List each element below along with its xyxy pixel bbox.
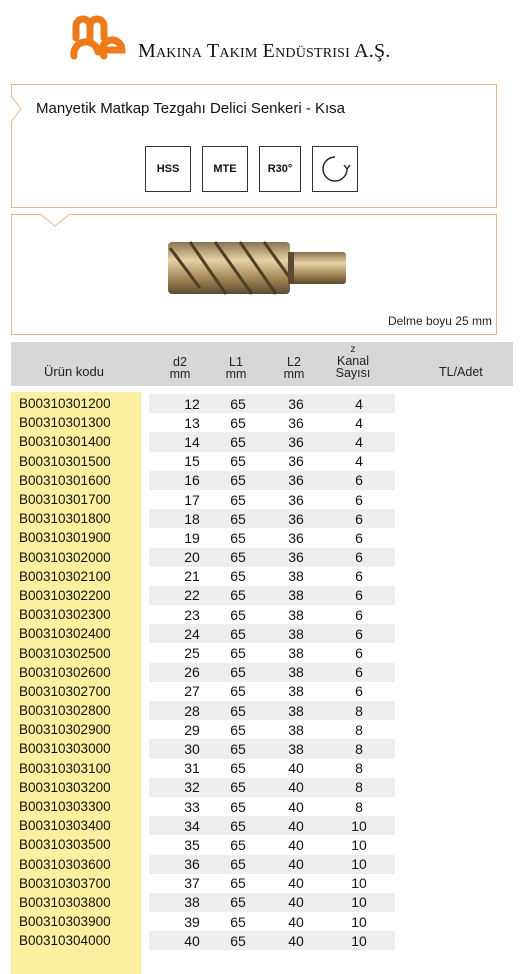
product-code: B00310303700 xyxy=(19,875,111,891)
l2-value: 40 xyxy=(288,875,304,892)
table-row xyxy=(11,605,395,624)
drill-depth-note: Delme boyu 25 mm xyxy=(387,314,492,328)
d2-value: 36 xyxy=(184,856,200,873)
header-flute-count: z Kanal Sayısı xyxy=(335,344,371,380)
product-code: B00310301800 xyxy=(19,511,111,527)
l1-value: 65 xyxy=(230,913,246,930)
table-row xyxy=(11,682,395,701)
table-row xyxy=(11,778,395,797)
flute-count-value: 6 xyxy=(355,472,363,489)
image-pointer xyxy=(40,213,70,227)
table-row xyxy=(11,855,395,874)
d2-value: 28 xyxy=(184,702,200,719)
l2-value: 36 xyxy=(288,395,304,412)
product-code: B00310302600 xyxy=(19,664,111,680)
l1-value: 65 xyxy=(230,625,246,642)
flute-count-value: 8 xyxy=(355,779,363,796)
flute-count-value: 6 xyxy=(355,683,363,700)
product-code: B00310302700 xyxy=(19,683,111,699)
d2-value: 25 xyxy=(184,645,200,662)
d2-value: 34 xyxy=(184,817,200,834)
l2-value: 36 xyxy=(288,529,304,546)
product-code: B00310302200 xyxy=(19,587,111,603)
l1-value: 65 xyxy=(230,453,246,470)
table-row xyxy=(11,586,395,605)
d2-value: 20 xyxy=(184,549,200,566)
l2-value: 38 xyxy=(288,587,304,604)
flute-count-value: 4 xyxy=(355,453,363,470)
l1-value: 65 xyxy=(230,645,246,662)
product-code: B00310303800 xyxy=(19,894,111,910)
header-l1: L1 mm xyxy=(225,355,247,381)
table-row xyxy=(11,816,395,835)
company-logo xyxy=(68,12,130,64)
flute-count-value: 4 xyxy=(355,395,363,412)
l1-value: 65 xyxy=(230,932,246,949)
flute-count-value: 10 xyxy=(351,836,367,853)
l2-value: 36 xyxy=(288,433,304,450)
flute-count-value: 10 xyxy=(351,894,367,911)
l2-value: 38 xyxy=(288,721,304,738)
product-table-body xyxy=(11,394,395,950)
table-row xyxy=(11,643,395,662)
d2-value: 32 xyxy=(184,779,200,796)
flute-count-value: 6 xyxy=(355,510,363,527)
l1-value: 65 xyxy=(230,760,246,777)
flute-count-value: 8 xyxy=(355,798,363,815)
l1-value: 65 xyxy=(230,529,246,546)
product-code: B00310302300 xyxy=(19,607,111,623)
product-code: B00310303900 xyxy=(19,914,111,930)
l1-value: 65 xyxy=(230,856,246,873)
clockwise-rotation-icon xyxy=(312,146,358,192)
flute-count-value: 6 xyxy=(355,587,363,604)
d2-value: 39 xyxy=(184,913,200,930)
flute-count-value: 6 xyxy=(355,529,363,546)
l2-value: 36 xyxy=(288,453,304,470)
table-row xyxy=(11,701,395,720)
product-code: B00310302400 xyxy=(19,626,111,642)
l1-value: 65 xyxy=(230,683,246,700)
l1-value: 65 xyxy=(230,568,246,585)
table-row xyxy=(11,509,395,528)
d2-value: 15 xyxy=(184,453,200,470)
l1-value: 65 xyxy=(230,664,246,681)
d2-value: 33 xyxy=(184,798,200,815)
header-price: TL/Adet xyxy=(439,365,483,379)
product-code: B00310301600 xyxy=(19,472,111,488)
product-code: B00310303500 xyxy=(19,837,111,853)
d2-value: 19 xyxy=(184,529,200,546)
d2-value: 21 xyxy=(184,568,200,585)
l2-value: 40 xyxy=(288,894,304,911)
flute-count-value: 8 xyxy=(355,702,363,719)
product-code: B00310303400 xyxy=(19,818,111,834)
l1-value: 65 xyxy=(230,510,246,527)
l2-value: 38 xyxy=(288,683,304,700)
l2-value: 38 xyxy=(288,645,304,662)
l2-value: 40 xyxy=(288,760,304,777)
l2-value: 40 xyxy=(288,932,304,949)
table-row xyxy=(11,797,395,816)
product-code: B00310302500 xyxy=(19,645,111,661)
table-header xyxy=(11,342,513,386)
l1-value: 65 xyxy=(230,414,246,431)
l1-value: 65 xyxy=(230,721,246,738)
product-code: B00310303000 xyxy=(19,741,111,757)
header-l2: L2 mm xyxy=(283,355,305,381)
flute-count-value: 10 xyxy=(351,913,367,930)
l2-value: 40 xyxy=(288,913,304,930)
flute-count-value: 6 xyxy=(355,491,363,508)
product-code: B00310301200 xyxy=(19,396,111,412)
table-row xyxy=(11,548,395,567)
header-d2: d2 mm xyxy=(169,355,191,381)
l2-value: 40 xyxy=(288,779,304,796)
l2-value: 38 xyxy=(288,702,304,719)
l1-value: 65 xyxy=(230,836,246,853)
title-pointer xyxy=(10,96,22,122)
table-row xyxy=(11,874,395,893)
d2-value: 17 xyxy=(184,491,200,508)
product-code: B00310301500 xyxy=(19,453,111,469)
product-code: B00310301900 xyxy=(19,530,111,546)
d2-value: 14 xyxy=(184,433,200,450)
d2-value: 18 xyxy=(184,510,200,527)
flute-count-value: 6 xyxy=(355,549,363,566)
l1-value: 65 xyxy=(230,740,246,757)
d2-value: 27 xyxy=(184,683,200,700)
product-code: B00310303100 xyxy=(19,760,111,776)
table-row xyxy=(11,912,395,931)
d2-value: 38 xyxy=(184,894,200,911)
d2-value: 26 xyxy=(184,664,200,681)
l2-value: 36 xyxy=(288,510,304,527)
product-code: B00310301700 xyxy=(19,492,111,508)
table-row xyxy=(11,471,395,490)
l2-value: 38 xyxy=(288,625,304,642)
l1-value: 65 xyxy=(230,491,246,508)
spec-badges xyxy=(145,146,358,192)
d2-value: 40 xyxy=(184,932,200,949)
l2-value: 36 xyxy=(288,549,304,566)
d2-value: 35 xyxy=(184,836,200,853)
flute-count-value: 6 xyxy=(355,606,363,623)
flute-count-value: 10 xyxy=(351,817,367,834)
l1-value: 65 xyxy=(230,779,246,796)
d2-value: 13 xyxy=(184,414,200,431)
l1-value: 65 xyxy=(230,606,246,623)
flute-count-value: 4 xyxy=(355,433,363,450)
l2-value: 40 xyxy=(288,856,304,873)
l2-value: 36 xyxy=(288,414,304,431)
mte-badge: MTE xyxy=(202,146,248,192)
d2-value: 31 xyxy=(184,760,200,777)
table-row xyxy=(11,528,395,547)
l1-value: 65 xyxy=(230,395,246,412)
table-row xyxy=(11,490,395,509)
flute-count-value: 6 xyxy=(355,625,363,642)
product-code: B00310302800 xyxy=(19,703,111,719)
l2-value: 38 xyxy=(288,740,304,757)
flute-count-value: 10 xyxy=(351,932,367,949)
table-row xyxy=(11,452,395,471)
table-row xyxy=(11,394,395,413)
flute-count-value: 4 xyxy=(355,414,363,431)
table-row xyxy=(11,663,395,682)
l2-value: 38 xyxy=(288,606,304,623)
table-row xyxy=(11,432,395,451)
flute-count-value: 6 xyxy=(355,568,363,585)
table-row xyxy=(11,893,395,912)
hss-badge: HSS xyxy=(145,146,191,192)
l1-value: 65 xyxy=(230,798,246,815)
l2-value: 36 xyxy=(288,491,304,508)
d2-value: 22 xyxy=(184,587,200,604)
flute-count-value: 6 xyxy=(355,664,363,681)
flute-count-value: 8 xyxy=(355,760,363,777)
l1-value: 65 xyxy=(230,875,246,892)
l1-value: 65 xyxy=(230,549,246,566)
product-code: B00310302000 xyxy=(19,549,111,565)
flute-count-value: 10 xyxy=(351,875,367,892)
table-row xyxy=(11,835,395,854)
table-row xyxy=(11,624,395,643)
product-code: B00310302100 xyxy=(19,568,111,584)
header-product-code: Ürün kodu xyxy=(44,364,104,379)
product-code: B00310301400 xyxy=(19,434,111,450)
l2-value: 40 xyxy=(288,817,304,834)
l1-value: 65 xyxy=(230,433,246,450)
product-code: B00310302900 xyxy=(19,722,111,738)
product-code: B00310303200 xyxy=(19,779,111,795)
d2-value: 12 xyxy=(184,395,200,412)
flute-count-value: 8 xyxy=(355,740,363,757)
d2-value: 37 xyxy=(184,875,200,892)
product-code: B00310303300 xyxy=(19,799,111,815)
d2-value: 23 xyxy=(184,606,200,623)
l2-value: 38 xyxy=(288,664,304,681)
d2-value: 29 xyxy=(184,721,200,738)
table-row xyxy=(11,759,395,778)
l1-value: 65 xyxy=(230,472,246,489)
table-row xyxy=(11,931,395,950)
l1-value: 65 xyxy=(230,894,246,911)
table-row xyxy=(11,413,395,432)
product-code: B00310304000 xyxy=(19,933,111,949)
flute-count-value: 8 xyxy=(355,721,363,738)
d2-value: 24 xyxy=(184,625,200,642)
l2-value: 38 xyxy=(288,568,304,585)
d2-value: 30 xyxy=(184,740,200,757)
l1-value: 65 xyxy=(230,817,246,834)
l1-value: 65 xyxy=(230,702,246,719)
l2-value: 40 xyxy=(288,836,304,853)
table-row xyxy=(11,567,395,586)
l2-value: 40 xyxy=(288,798,304,815)
l1-value: 65 xyxy=(230,587,246,604)
product-code: B00310303600 xyxy=(19,856,111,872)
company-name: Makina Takım Endüstrisi A.Ş. xyxy=(138,40,391,62)
annular-cutter-image xyxy=(160,238,350,300)
product-code: B00310301300 xyxy=(19,415,111,431)
flute-count-value: 10 xyxy=(351,856,367,873)
r30-badge: R30° xyxy=(259,146,301,192)
l2-value: 36 xyxy=(288,472,304,489)
d2-value: 16 xyxy=(184,472,200,489)
table-row xyxy=(11,739,395,758)
product-title: Manyetik Matkap Tezgahı Delici Senkeri - Kısa xyxy=(36,100,346,117)
flute-count-value: 6 xyxy=(355,645,363,662)
table-row xyxy=(11,720,395,739)
